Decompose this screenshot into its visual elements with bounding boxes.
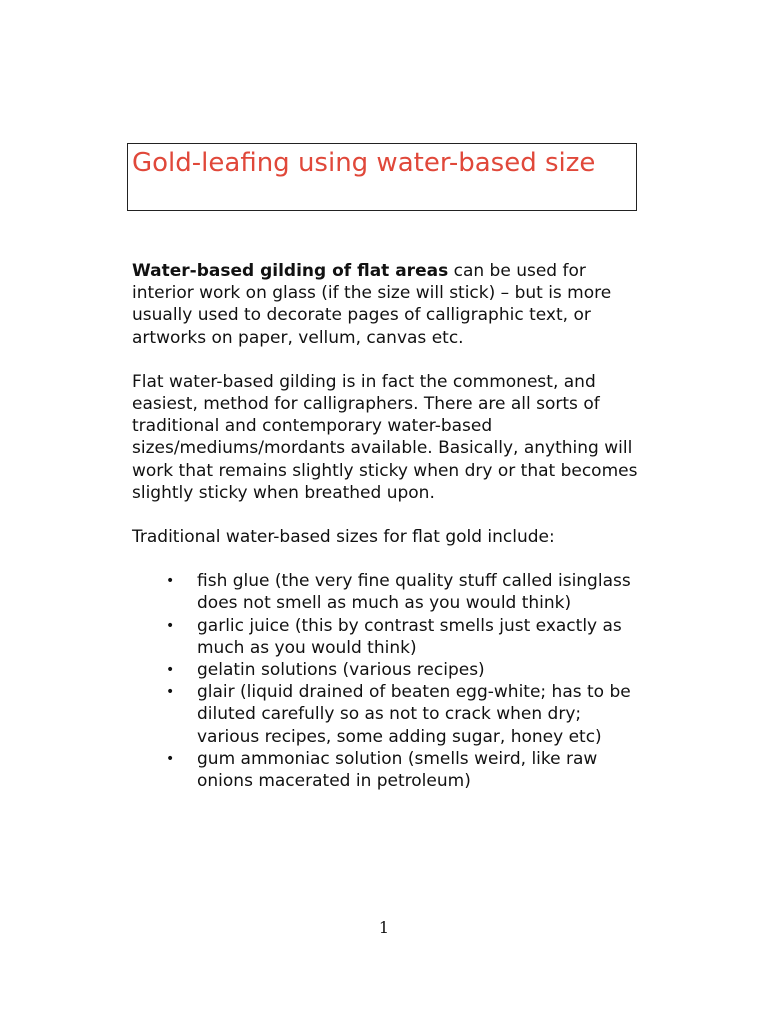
list-item-text: fish glue (the very fine quality stuff called isinglass does not smell as much as you would think) [197,571,631,614]
list-item-text: garlic juice (this by contrast smells just exactly as much as you would think) [197,615,622,658]
list-item [132,615,647,659]
paragraph-1-text: can be used for interior work on glass (if the size will stick) – but is more usually used to decorate pages of calligraphic text, or artworks on paper, vellum, canvas etc. [132,261,612,348]
list-item-text: gelatin solutions (various recipes) [197,660,485,681]
title-box [127,143,637,211]
bullet-icon: • [166,573,175,590]
list-item-text: gum ammoniac solution (smells weird, like raw onions macerated in petroleum) [197,748,598,792]
bullet-icon: • [166,617,175,634]
paragraph-1-bold-lead: Water-based gilding of flat areas [132,261,449,281]
list-item [132,570,647,614]
page-number: 1 [378,918,390,937]
list-item [132,659,647,681]
page-title: Gold-leafing using water-based size [132,148,596,178]
bullet-icon: • [166,750,175,767]
paragraph-1 [132,260,647,349]
bullet-icon: • [166,684,175,701]
bullet-list [132,570,647,792]
paragraph-3: Traditional water-based sizes for flat gold include: [132,527,555,548]
list-item [132,748,647,792]
paragraph-2: Flat water-based gilding is in fact the commonest, and easiest, method for calligraphers. There are all sorts of traditional and contemporary water-based sizes/mediums/mordants available. Basically, anything will work that remains slightly sticky when dry or that becomes slightly sticky when breathed upon. [132,371,638,503]
list-item [132,681,647,748]
list-item-text: glair (liquid drained of beaten egg-white; has to be diluted carefully so as not to crack when dry; various recipes, some adding sugar, honey etc) [197,682,631,747]
bullet-icon: • [166,662,175,679]
document-body [132,260,647,792]
